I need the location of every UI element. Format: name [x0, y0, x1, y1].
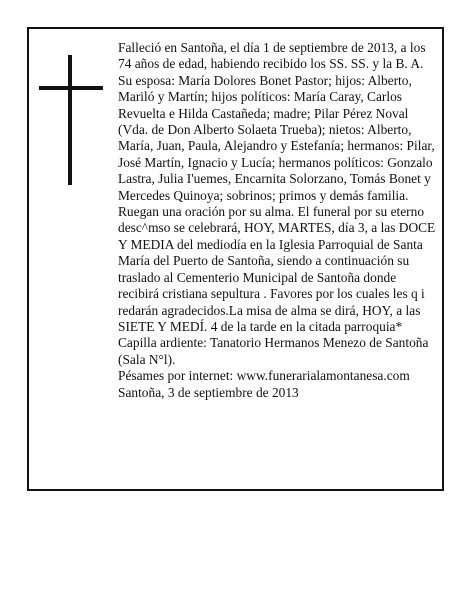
death-announcement: Falleció en Santoña, el día 1 de septiembre de 2013, a los 74 años de edad, habiendo recibido los SS. SS. y la B. A. — [118, 40, 426, 72]
condolences-website: Pésames por internet: www.funerarialamontanesa.com — [118, 368, 410, 384]
cross-vertical-bar — [68, 55, 72, 185]
place-date: Santoña, 3 de septiembre de 2013 — [118, 384, 299, 400]
funeral-details: Ruegan una oración por su alma. El funeral por su eterno desc^mso se celebrará, HOY, MARTES, día 3, a las DOCE Y MEDIA del mediodía en la Iglesia Parroquial de Santa María del Puerto de Santoña, siendo a continuación su traslado al Cementerio Municipal de Santoña donde recibirá cristiana sepultura . Favores por los cuales les q i redarán agradecidos.La misa de alma se dirá, HOY, a las SIETE Y MEDÍ. 4 de la tarde en la citada parroquia* Capilla ardiente: Tanatorio Hermanos Menezo de Santoña (Sala N°l). — [118, 204, 436, 367]
cross-icon — [39, 55, 103, 185]
cross-horizontal-bar — [39, 86, 103, 90]
obituary-text — [118, 40, 436, 401]
obituary-notice — [27, 27, 444, 491]
family-list: Su esposa: María Dolores Bonet Pastor; hijos: Alberto, Mariló y Martín; hijos políticos: María Caray, Carlos Revuelta e Hilda Castañeda; madre; Pilar Pérez Noval (Vda. de Don Alberto Solaeta Trueba); nietos: Alberto, María, Juan, Paula, Alejandro y Estefanía; hermanos: Pilar, José Martín, Ignacio y Lucía; hermanos políticos: Gonzalo Lastra, Julia I'uemes, Encarnita Solorzano, Tomás Bonet y Mercedes Quinoya; sobrinos; primos y demás familia. — [118, 72, 435, 203]
